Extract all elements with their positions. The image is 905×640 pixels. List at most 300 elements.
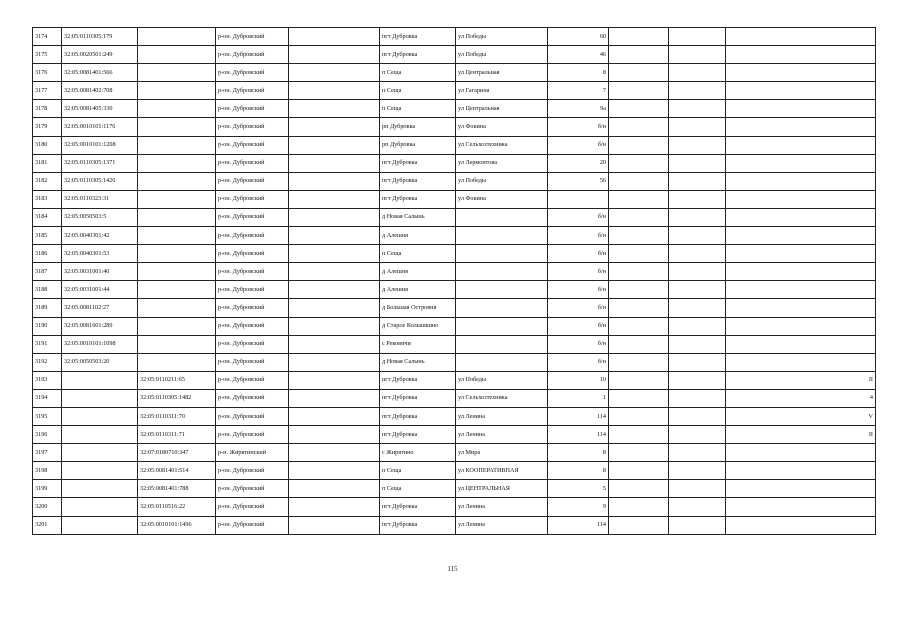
table-row <box>33 136 876 154</box>
cell-cadastral-number-a: 32:05:0040301:42 <box>62 227 138 245</box>
cell-cadastral-number-a: 32:05:0110305:179 <box>62 28 138 46</box>
cell-extra-col <box>726 28 876 46</box>
registry-table-body <box>33 28 876 535</box>
cell-cadastral-number-b <box>138 335 216 353</box>
cell-row-number: 3192 <box>33 353 62 371</box>
cell-blank-col-a <box>289 136 380 154</box>
cell-district: р-он. Дубровский <box>216 263 289 281</box>
cell-locality: пгт Дубровка <box>380 426 456 444</box>
cell-house-number: 56 <box>548 172 609 190</box>
cell-blank-col-b <box>609 426 669 444</box>
cell-blank-col-c <box>669 462 726 480</box>
cell-blank-col-c <box>669 28 726 46</box>
cell-blank-col-c <box>669 46 726 64</box>
cell-street <box>456 317 548 335</box>
cell-district: р-он. Дубровский <box>216 335 289 353</box>
cell-locality: с Жирятино <box>380 444 456 462</box>
cell-cadastral-number-a <box>62 462 138 480</box>
cell-blank-col-a <box>289 208 380 226</box>
cell-row-number: 3178 <box>33 100 62 118</box>
table-row <box>33 64 876 82</box>
cell-row-number: 3199 <box>33 480 62 498</box>
cell-cadastral-number-a: 32:05:0050503:5 <box>62 208 138 226</box>
cell-house-number <box>548 190 609 208</box>
cell-locality: пгт Дубровка <box>380 389 456 407</box>
cell-blank-col-b <box>609 317 669 335</box>
cell-row-number: 3187 <box>33 263 62 281</box>
cell-locality: п Сеща <box>380 480 456 498</box>
cell-row-number: 3176 <box>33 64 62 82</box>
cell-locality: п Сеща <box>380 82 456 100</box>
cell-blank-col-b <box>609 299 669 317</box>
cell-blank-col-a <box>289 227 380 245</box>
cell-extra-col: V <box>726 407 876 425</box>
table-row <box>33 154 876 172</box>
cell-blank-col-c <box>669 516 726 534</box>
cell-blank-col-a <box>289 371 380 389</box>
cell-row-number: 3201 <box>33 516 62 534</box>
cell-street: ул Лермонтова <box>456 154 548 172</box>
cell-locality: пгт Дубровка <box>380 498 456 516</box>
cell-extra-col: 4 <box>726 389 876 407</box>
cell-blank-col-b <box>609 154 669 172</box>
cell-cadastral-number-b <box>138 118 216 136</box>
cell-street: ул Ленина <box>456 498 548 516</box>
cell-house-number: б/н <box>548 136 609 154</box>
cell-cadastral-number-b <box>138 299 216 317</box>
cell-extra-col <box>726 46 876 64</box>
cell-blank-col-c <box>669 136 726 154</box>
cell-extra-col <box>726 208 876 226</box>
cell-blank-col-c <box>669 208 726 226</box>
table-row <box>33 498 876 516</box>
cell-locality: д Новая Салынь <box>380 208 456 226</box>
cell-street <box>456 263 548 281</box>
cell-extra-col <box>726 444 876 462</box>
cell-blank-col-b <box>609 172 669 190</box>
cell-row-number: 3197 <box>33 444 62 462</box>
cell-blank-col-a <box>289 480 380 498</box>
cell-cadastral-number-a <box>62 444 138 462</box>
cell-row-number: 3179 <box>33 118 62 136</box>
cell-blank-col-c <box>669 227 726 245</box>
table-row <box>33 426 876 444</box>
cell-cadastral-number-a <box>62 426 138 444</box>
table-row <box>33 190 876 208</box>
cell-house-number: 114 <box>548 426 609 444</box>
cell-street: ул Мира <box>456 444 548 462</box>
page-number: 115 <box>447 565 458 573</box>
cell-blank-col-b <box>609 480 669 498</box>
cell-blank-col-c <box>669 172 726 190</box>
cell-locality: рп Дубровка <box>380 136 456 154</box>
cell-district: р-он. Дубровский <box>216 154 289 172</box>
cell-district: р-он. Дубровский <box>216 208 289 226</box>
cell-locality: пгт Дубровка <box>380 46 456 64</box>
cell-extra-col: II <box>726 426 876 444</box>
cell-row-number: 3196 <box>33 426 62 444</box>
table-row <box>33 263 876 281</box>
cell-house-number: 20 <box>548 154 609 172</box>
cell-cadastral-number-a <box>62 371 138 389</box>
cell-district: р-он. Дубровский <box>216 462 289 480</box>
cell-blank-col-b <box>609 227 669 245</box>
cell-blank-col-b <box>609 100 669 118</box>
cell-blank-col-a <box>289 245 380 263</box>
cell-cadastral-number-b <box>138 190 216 208</box>
cell-row-number: 3181 <box>33 154 62 172</box>
cell-district: р-он. Дубровский <box>216 245 289 263</box>
cell-blank-col-a <box>289 426 380 444</box>
cell-street: ул КООПЕРАТИВНАЯ <box>456 462 548 480</box>
cell-house-number: 9а <box>548 100 609 118</box>
cell-blank-col-c <box>669 64 726 82</box>
cell-extra-col <box>726 335 876 353</box>
table-row <box>33 172 876 190</box>
cell-cadastral-number-a: 32:05:0050503:20 <box>62 353 138 371</box>
cell-locality: п Сеща <box>380 64 456 82</box>
cell-row-number: 3180 <box>33 136 62 154</box>
cell-cadastral-number-b <box>138 227 216 245</box>
cell-street: ул Ленина <box>456 407 548 425</box>
cell-cadastral-number-b <box>138 154 216 172</box>
cell-row-number: 3189 <box>33 299 62 317</box>
cell-blank-col-b <box>609 335 669 353</box>
cell-district: р-он. Дубровский <box>216 82 289 100</box>
cell-street: ул Ленина <box>456 516 548 534</box>
cell-house-number: 10 <box>548 371 609 389</box>
cell-locality: пгт Дубровка <box>380 190 456 208</box>
cell-row-number: 3188 <box>33 281 62 299</box>
cell-blank-col-b <box>609 263 669 281</box>
cell-locality: пгт Дубровка <box>380 154 456 172</box>
cell-cadastral-number-a: 32:05:0031001:44 <box>62 281 138 299</box>
cell-house-number: 114 <box>548 407 609 425</box>
table-row <box>33 82 876 100</box>
cell-cadastral-number-b: 32:05:0110311:71 <box>138 426 216 444</box>
cell-house-number: б/н <box>548 281 609 299</box>
cell-blank-col-b <box>609 371 669 389</box>
cell-district: р-он. Дубровский <box>216 46 289 64</box>
cell-row-number: 3177 <box>33 82 62 100</box>
cell-district: р-он. Дубровский <box>216 371 289 389</box>
cell-house-number: 9 <box>548 498 609 516</box>
cell-extra-col <box>726 245 876 263</box>
cell-extra-col <box>726 190 876 208</box>
cell-extra-col <box>726 353 876 371</box>
cell-row-number: 3185 <box>33 227 62 245</box>
cell-blank-col-c <box>669 317 726 335</box>
cell-blank-col-a <box>289 82 380 100</box>
cell-blank-col-a <box>289 498 380 516</box>
cell-blank-col-a <box>289 28 380 46</box>
table-row <box>33 46 876 64</box>
table-row <box>33 100 876 118</box>
cell-blank-col-b <box>609 353 669 371</box>
cell-house-number: б/н <box>548 353 609 371</box>
cell-street: ул Фокина <box>456 118 548 136</box>
cell-row-number: 3174 <box>33 28 62 46</box>
cell-blank-col-c <box>669 281 726 299</box>
cell-house-number: б/н <box>548 299 609 317</box>
cell-row-number: 3194 <box>33 389 62 407</box>
table-row <box>33 371 876 389</box>
cell-cadastral-number-a: 32:05:0081402:708 <box>62 82 138 100</box>
cell-house-number: б/н <box>548 335 609 353</box>
cell-district: р-он. Дубровский <box>216 28 289 46</box>
cell-cadastral-number-a <box>62 389 138 407</box>
cell-row-number: 3193 <box>33 371 62 389</box>
cell-extra-col <box>726 154 876 172</box>
cell-cadastral-number-b <box>138 281 216 299</box>
cell-house-number: б/н <box>548 227 609 245</box>
cell-blank-col-b <box>609 516 669 534</box>
cell-cadastral-number-b: 32:05:0081401:514 <box>138 462 216 480</box>
cell-cadastral-number-a: 32:05:0010101:1098 <box>62 335 138 353</box>
cell-blank-col-c <box>669 371 726 389</box>
table-row <box>33 335 876 353</box>
cell-district: р-он. Дубровский <box>216 100 289 118</box>
cell-extra-col <box>726 480 876 498</box>
cell-blank-col-c <box>669 190 726 208</box>
cell-district: р-он. Дубровский <box>216 480 289 498</box>
cell-district: р-он. Дубровский <box>216 353 289 371</box>
cell-cadastral-number-a: 32:05:0110323:31 <box>62 190 138 208</box>
cell-cadastral-number-a: 32:05:0081601:289 <box>62 317 138 335</box>
cell-house-number: б/н <box>548 118 609 136</box>
table-row <box>33 462 876 480</box>
cell-cadastral-number-b <box>138 28 216 46</box>
cell-street <box>456 245 548 263</box>
cell-house-number: б/н <box>548 208 609 226</box>
cell-cadastral-number-b <box>138 263 216 281</box>
cell-street <box>456 299 548 317</box>
cell-street: ул ЦЕНТРАЛЬНАЯ <box>456 480 548 498</box>
cell-district: р-он. Дубровский <box>216 118 289 136</box>
cell-district: р-он. Дубровский <box>216 426 289 444</box>
cell-house-number: 7 <box>548 82 609 100</box>
table-row <box>33 28 876 46</box>
cell-cadastral-number-b <box>138 353 216 371</box>
cell-district: р-он. Дубровский <box>216 516 289 534</box>
cell-street: ул Фокина <box>456 190 548 208</box>
cell-blank-col-a <box>289 389 380 407</box>
cell-locality: д Большая Островня <box>380 299 456 317</box>
cell-house-number: 46 <box>548 46 609 64</box>
cell-extra-col <box>726 317 876 335</box>
cell-locality: пгт Дубровка <box>380 407 456 425</box>
cell-house-number: б/н <box>548 263 609 281</box>
cell-street <box>456 227 548 245</box>
cell-blank-col-b <box>609 190 669 208</box>
cell-locality: д Алешня <box>380 227 456 245</box>
cell-house-number: 8 <box>548 462 609 480</box>
cell-cadastral-number-b <box>138 317 216 335</box>
cell-extra-col <box>726 100 876 118</box>
cell-locality: п Сеща <box>380 100 456 118</box>
cell-street <box>456 335 548 353</box>
cell-blank-col-c <box>669 100 726 118</box>
cell-street: ул Победы <box>456 172 548 190</box>
cell-blank-col-c <box>669 353 726 371</box>
cell-district: р-он. Дубровский <box>216 407 289 425</box>
cell-cadastral-number-a: 32:05:0031001:40 <box>62 263 138 281</box>
table-row <box>33 353 876 371</box>
cell-district: р-он. Дубровский <box>216 317 289 335</box>
cell-house-number: 114 <box>548 516 609 534</box>
cell-blank-col-c <box>669 335 726 353</box>
cell-blank-col-a <box>289 154 380 172</box>
cell-street <box>456 208 548 226</box>
cell-house-number: 5 <box>548 480 609 498</box>
cell-house-number: 1 <box>548 389 609 407</box>
cell-row-number: 3184 <box>33 208 62 226</box>
cell-blank-col-b <box>609 28 669 46</box>
cell-row-number: 3186 <box>33 245 62 263</box>
cell-street <box>456 353 548 371</box>
cell-row-number: 3175 <box>33 46 62 64</box>
cell-cadastral-number-b <box>138 172 216 190</box>
cell-blank-col-a <box>289 407 380 425</box>
cell-cadastral-number-a: 32:05:0040301:53 <box>62 245 138 263</box>
cell-cadastral-number-b: 32:05:0110211:65 <box>138 371 216 389</box>
cell-cadastral-number-a <box>62 498 138 516</box>
cell-blank-col-c <box>669 498 726 516</box>
cell-blank-col-b <box>609 407 669 425</box>
cell-extra-col <box>726 118 876 136</box>
cell-cadastral-number-a: 32:05:0020501:249 <box>62 46 138 64</box>
cell-street: ул Победы <box>456 371 548 389</box>
cell-extra-col <box>726 64 876 82</box>
cell-row-number: 3200 <box>33 498 62 516</box>
cell-extra-col: II <box>726 371 876 389</box>
cell-cadastral-number-b <box>138 136 216 154</box>
cell-extra-col <box>726 172 876 190</box>
cell-blank-col-b <box>609 118 669 136</box>
cell-cadastral-number-b: 32:05:0110305:1482 <box>138 389 216 407</box>
cell-district: р-он. Дубровский <box>216 281 289 299</box>
cell-cadastral-number-b: 32:05:0081401:788 <box>138 480 216 498</box>
cell-cadastral-number-b <box>138 82 216 100</box>
cell-house-number: б/н <box>548 317 609 335</box>
cell-blank-col-b <box>609 444 669 462</box>
cell-blank-col-a <box>289 190 380 208</box>
cell-house-number: 8 <box>548 64 609 82</box>
cell-locality: д Новая Салынь <box>380 353 456 371</box>
cell-extra-col <box>726 136 876 154</box>
cell-blank-col-a <box>289 281 380 299</box>
table-row <box>33 227 876 245</box>
cell-cadastral-number-b <box>138 100 216 118</box>
cell-blank-col-a <box>289 335 380 353</box>
cell-cadastral-number-b: 32:05:0110516:22 <box>138 498 216 516</box>
cell-blank-col-c <box>669 154 726 172</box>
document-page <box>32 27 875 535</box>
cell-house-number: 60 <box>548 28 609 46</box>
cell-cadastral-number-a: 32:05:0110305:1426 <box>62 172 138 190</box>
cell-cadastral-number-b <box>138 208 216 226</box>
cell-district: р-он. Дубровский <box>216 498 289 516</box>
cell-blank-col-c <box>669 389 726 407</box>
cell-locality: пгт Дубровка <box>380 516 456 534</box>
cell-cadastral-number-b: 32:05:0010101:1496 <box>138 516 216 534</box>
cell-blank-col-b <box>609 208 669 226</box>
cell-street: ул Гагарина <box>456 82 548 100</box>
cell-blank-col-b <box>609 136 669 154</box>
cell-locality: пгт Дубровка <box>380 28 456 46</box>
table-row <box>33 208 876 226</box>
cell-locality: д Алешня <box>380 263 456 281</box>
cell-blank-col-b <box>609 498 669 516</box>
cell-blank-col-c <box>669 245 726 263</box>
cell-row-number: 3182 <box>33 172 62 190</box>
cell-row-number: 3191 <box>33 335 62 353</box>
cell-row-number: 3183 <box>33 190 62 208</box>
cell-extra-col <box>726 516 876 534</box>
registry-table <box>32 27 876 535</box>
cell-blank-col-c <box>669 118 726 136</box>
table-row <box>33 389 876 407</box>
cell-district: р-он. Дубровский <box>216 64 289 82</box>
cell-extra-col <box>726 227 876 245</box>
cell-blank-col-a <box>289 516 380 534</box>
table-row <box>33 407 876 425</box>
cell-blank-col-b <box>609 64 669 82</box>
cell-extra-col <box>726 462 876 480</box>
cell-blank-col-c <box>669 444 726 462</box>
cell-locality: пгт Дубровка <box>380 172 456 190</box>
cell-row-number: 3198 <box>33 462 62 480</box>
cell-street: ул Победы <box>456 46 548 64</box>
cell-cadastral-number-a: 32:05:0010101:1208 <box>62 136 138 154</box>
cell-cadastral-number-a <box>62 516 138 534</box>
table-row <box>33 281 876 299</box>
table-row <box>33 245 876 263</box>
cell-district: р-он. Дубровский <box>216 136 289 154</box>
table-row <box>33 480 876 498</box>
cell-cadastral-number-a: 32:05:0081401:566 <box>62 64 138 82</box>
cell-extra-col <box>726 263 876 281</box>
cell-locality: д Алешня <box>380 281 456 299</box>
cell-locality: п Сеща <box>380 462 456 480</box>
cell-blank-col-a <box>289 299 380 317</box>
cell-cadastral-number-a: 32:05:0010101:1176 <box>62 118 138 136</box>
table-row <box>33 444 876 462</box>
cell-blank-col-a <box>289 353 380 371</box>
cell-house-number: б/н <box>548 245 609 263</box>
cell-district: р-он. Дубровский <box>216 389 289 407</box>
cell-blank-col-a <box>289 444 380 462</box>
cell-extra-col <box>726 82 876 100</box>
cell-district: р-он. Дубровский <box>216 172 289 190</box>
cell-street: ул Сельхозтехника <box>456 389 548 407</box>
cell-blank-col-a <box>289 100 380 118</box>
cell-district: р-он. Дубровский <box>216 299 289 317</box>
cell-extra-col <box>726 299 876 317</box>
cell-blank-col-c <box>669 299 726 317</box>
cell-blank-col-b <box>609 281 669 299</box>
cell-blank-col-a <box>289 64 380 82</box>
cell-blank-col-a <box>289 462 380 480</box>
cell-cadastral-number-a: 32:05:0081102:27 <box>62 299 138 317</box>
cell-street: ул Победы <box>456 28 548 46</box>
cell-blank-col-b <box>609 245 669 263</box>
cell-blank-col-a <box>289 118 380 136</box>
cell-blank-col-b <box>609 82 669 100</box>
cell-cadastral-number-b <box>138 46 216 64</box>
cell-row-number: 3195 <box>33 407 62 425</box>
cell-locality: п Сеща <box>380 245 456 263</box>
